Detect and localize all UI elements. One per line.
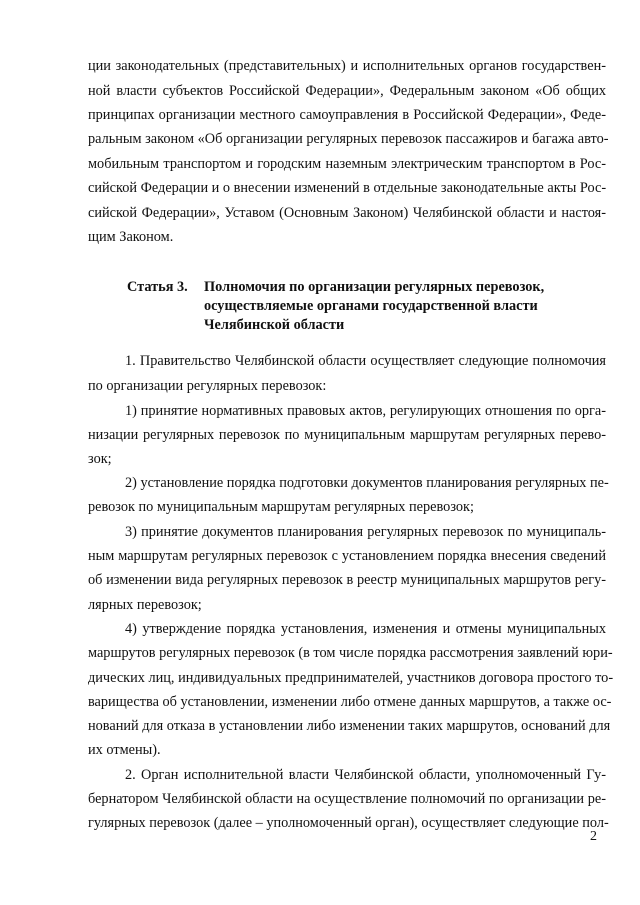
text-line: по организации регулярных перевозок: [88,378,327,394]
text-line: 4) утверждение порядка установления, изменения и отмены муниципальных [125,621,606,637]
text-line: дических лиц, индивидуальных предпринимателей, участников договора простого то- [88,670,614,686]
text-line: ции законодательных (представительных) и исполнительных органов государствен- [88,58,606,74]
text-line: сийской Федерации и о внесении изменений в отдельные законодательные акты Рос- [88,180,607,196]
text-line: их отмены). [88,742,161,758]
text-line: сийской Федерации», Уставом (Основным Законом) Челябинской области и настоя- [88,205,606,221]
text-line: 2. Орган исполнительной власти Челябинской области, уполномоченный Гу- [125,767,606,783]
text-line: зок; [88,451,112,467]
text-line: мобильным транспортом и городским наземным электрическим транспортом в Рос- [88,156,606,172]
text-line: 3) принятие документов планирования регулярных перевозок по муниципаль- [125,524,606,540]
text-line: гулярных перевозок (далее – уполномоченный орган), осуществляет следующие пол- [88,815,609,831]
article-title-line: Полномочия по организации регулярных перевозок, [204,279,545,295]
article-title-line: осуществляемые органами государственной власти [204,298,538,314]
text-line: 1) принятие нормативных правовых актов, регулирующих отношения по орга- [125,403,606,419]
text-line: маршрутов регулярных перевозок (в том числе порядка рассмотрения заявлений юри- [88,645,613,661]
text-line: бернатором Челябинской области на осуществление полномочий по организации ре- [88,791,606,807]
text-line: ным маршрутам регулярных перевозок с установлением порядка внесения сведений [88,548,606,564]
page-number: 2 [590,829,597,844]
text-line: об изменении вида регулярных перевозок в реестр муниципальных маршрутов регу- [88,572,606,588]
text-line: принципах организации местного самоуправления в Российской Федерации», Феде- [88,107,606,123]
text-line: варищества об установлении, изменении либо отмене данных маршрутов, а также ос- [88,694,612,710]
text-line: ной власти субъектов Российской Федерации», Федеральным законом «Об общих [88,83,606,99]
text-line: лярных перевозок; [88,597,202,613]
text-line: щим Законом. [88,229,174,245]
text-line: низации регулярных перевозок по муниципальным маршрутам регулярных перево- [88,427,606,443]
article-title-line: Челябинской области [204,317,345,333]
text-line: нований для отказа в установлении либо изменении таких маршрутов, оснований для [88,718,611,734]
text-line: ревозок по муниципальным маршрутам регулярных перевозок; [88,499,474,515]
text-line: 2) установление порядка подготовки документов планирования регулярных пе- [125,475,609,491]
article-number: Статья 3. [127,279,188,295]
text-line: ральным законом «Об организации регулярных перевозок пассажиров и багажа авто- [88,131,609,147]
text-line: 1. Правительство Челябинской области осуществляет следующие полномочия [125,353,606,369]
